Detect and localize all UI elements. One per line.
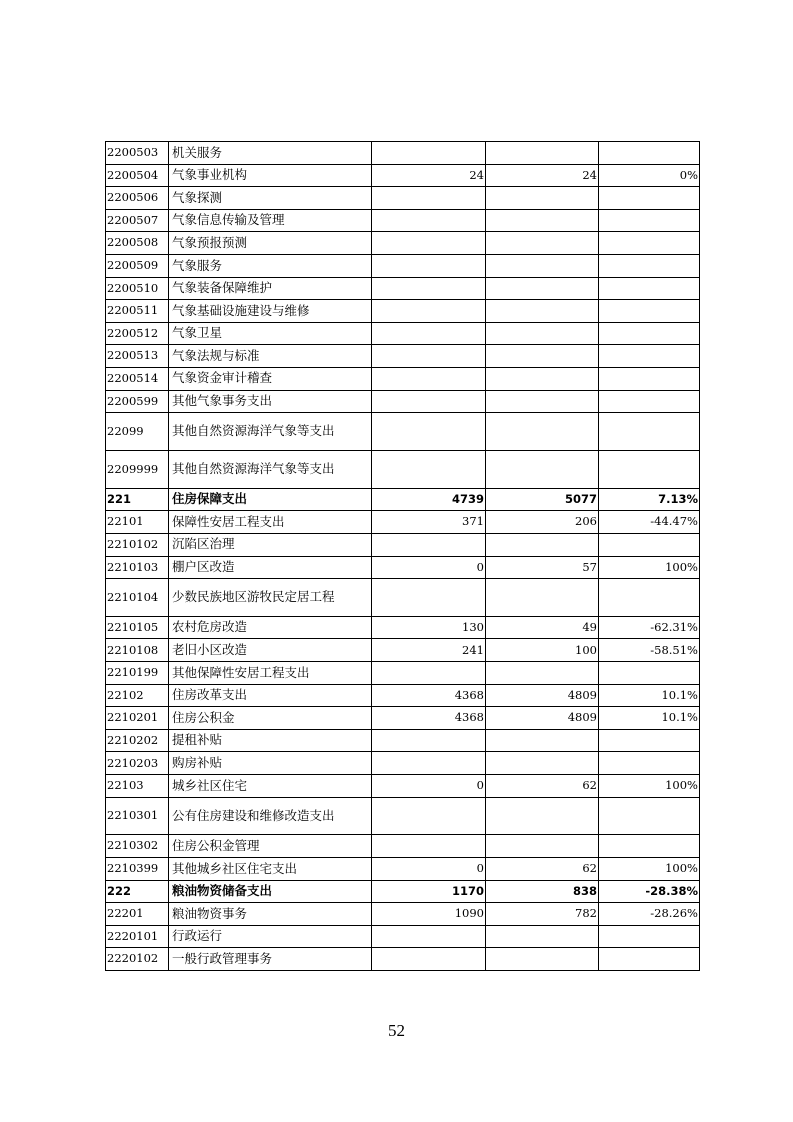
item-name-cell: 保障性安居工程支出: [169, 511, 372, 534]
value-1-cell: [372, 662, 486, 685]
value-1-cell: [372, 752, 486, 775]
change-percent-cell: [599, 367, 700, 390]
code-cell: 2210105: [106, 616, 169, 639]
item-name-cell: 购房补贴: [169, 752, 372, 775]
value-2-cell: [486, 752, 599, 775]
value-1-cell: [372, 209, 486, 232]
value-2-cell: [486, 187, 599, 210]
code-cell: 2210202: [106, 729, 169, 752]
item-name-cell: 住房改革支出: [169, 684, 372, 707]
code-cell: 2200506: [106, 187, 169, 210]
code-cell: 221: [106, 488, 169, 511]
change-percent-cell: [599, 835, 700, 858]
code-cell: 2209999: [106, 450, 169, 488]
table-row: [106, 925, 700, 948]
table-row: [106, 277, 700, 300]
change-percent-cell: 0%: [599, 164, 700, 187]
item-name-cell: 气象服务: [169, 254, 372, 277]
change-percent-cell: [599, 390, 700, 413]
item-name-cell: 城乡社区住宅: [169, 775, 372, 798]
value-2-cell: 206: [486, 511, 599, 534]
change-percent-cell: 100%: [599, 858, 700, 881]
item-name-cell: 一般行政管理事务: [169, 948, 372, 971]
value-2-cell: 24: [486, 164, 599, 187]
table-row: [106, 142, 700, 165]
table-row: [106, 488, 700, 511]
value-2-cell: 57: [486, 556, 599, 579]
value-2-cell: 49: [486, 616, 599, 639]
value-1-cell: [372, 277, 486, 300]
code-cell: 2200509: [106, 254, 169, 277]
value-1-cell: 4739: [372, 488, 486, 511]
value-1-cell: [372, 390, 486, 413]
change-percent-cell: [599, 752, 700, 775]
table-row: [106, 684, 700, 707]
change-percent-cell: [599, 948, 700, 971]
table-row: [106, 858, 700, 881]
table-row: [106, 729, 700, 752]
value-2-cell: [486, 300, 599, 323]
value-1-cell: 0: [372, 775, 486, 798]
table-row: [106, 413, 700, 451]
item-name-cell: 气象信息传输及管理: [169, 209, 372, 232]
table-row: [106, 322, 700, 345]
change-percent-cell: -58.51%: [599, 639, 700, 662]
code-cell: 22101: [106, 511, 169, 534]
table-row: [106, 367, 700, 390]
value-2-cell: [486, 662, 599, 685]
code-cell: 2210199: [106, 662, 169, 685]
item-name-cell: 老旧小区改造: [169, 639, 372, 662]
code-cell: 2200507: [106, 209, 169, 232]
change-percent-cell: [599, 254, 700, 277]
value-1-cell: [372, 925, 486, 948]
item-name-cell: 住房公积金管理: [169, 835, 372, 858]
value-2-cell: 62: [486, 775, 599, 798]
change-percent-cell: [599, 142, 700, 165]
change-percent-cell: [599, 187, 700, 210]
table-row: [106, 556, 700, 579]
item-name-cell: 气象探测: [169, 187, 372, 210]
code-cell: 2200508: [106, 232, 169, 255]
change-percent-cell: [599, 579, 700, 617]
value-2-cell: [486, 367, 599, 390]
value-2-cell: [486, 142, 599, 165]
code-cell: 2210103: [106, 556, 169, 579]
table-row: [106, 511, 700, 534]
item-name-cell: 其他气象事务支出: [169, 390, 372, 413]
page-number: 52: [388, 1021, 405, 1040]
code-cell: 2210201: [106, 707, 169, 730]
table-row: [106, 797, 700, 835]
value-2-cell: [486, 579, 599, 617]
change-percent-cell: [599, 729, 700, 752]
value-1-cell: 0: [372, 858, 486, 881]
item-name-cell: 气象资金审计稽查: [169, 367, 372, 390]
value-2-cell: [486, 413, 599, 451]
code-cell: 2210301: [106, 797, 169, 835]
value-1-cell: [372, 450, 486, 488]
item-name-cell: 住房公积金: [169, 707, 372, 730]
table-row: [106, 903, 700, 926]
change-percent-cell: [599, 300, 700, 323]
item-name-cell: 其他保障性安居工程支出: [169, 662, 372, 685]
table-row: [106, 835, 700, 858]
change-percent-cell: [599, 322, 700, 345]
code-cell: 2200514: [106, 367, 169, 390]
table-row: [106, 775, 700, 798]
value-2-cell: [486, 254, 599, 277]
value-2-cell: 5077: [486, 488, 599, 511]
table-row: [106, 662, 700, 685]
value-2-cell: [486, 729, 599, 752]
table-row: [106, 579, 700, 617]
code-cell: 2200510: [106, 277, 169, 300]
value-2-cell: 100: [486, 639, 599, 662]
change-percent-cell: -62.31%: [599, 616, 700, 639]
value-2-cell: 4809: [486, 707, 599, 730]
value-2-cell: 838: [486, 880, 599, 903]
value-2-cell: [486, 533, 599, 556]
value-2-cell: [486, 948, 599, 971]
change-percent-cell: [599, 450, 700, 488]
change-percent-cell: 10.1%: [599, 684, 700, 707]
value-1-cell: [372, 729, 486, 752]
value-1-cell: [372, 533, 486, 556]
code-cell: 2200511: [106, 300, 169, 323]
code-cell: 22102: [106, 684, 169, 707]
change-percent-cell: [599, 209, 700, 232]
value-2-cell: [486, 345, 599, 368]
code-cell: 2200504: [106, 164, 169, 187]
item-name-cell: 住房保障支出: [169, 488, 372, 511]
value-2-cell: [486, 277, 599, 300]
code-cell: 22201: [106, 903, 169, 926]
item-name-cell: 公有住房建设和维修改造支出: [169, 797, 372, 835]
change-percent-cell: [599, 662, 700, 685]
code-cell: 2210108: [106, 639, 169, 662]
item-name-cell: 气象法规与标准: [169, 345, 372, 368]
table-row: [106, 752, 700, 775]
item-name-cell: 农村危房改造: [169, 616, 372, 639]
code-cell: 2200512: [106, 322, 169, 345]
value-1-cell: 4368: [372, 684, 486, 707]
change-percent-cell: -28.38%: [599, 880, 700, 903]
table-row: [106, 254, 700, 277]
item-name-cell: 粮油物资事务: [169, 903, 372, 926]
change-percent-cell: [599, 277, 700, 300]
value-2-cell: 62: [486, 858, 599, 881]
value-2-cell: [486, 322, 599, 345]
code-cell: 2210102: [106, 533, 169, 556]
item-name-cell: 气象预报预测: [169, 232, 372, 255]
item-name-cell: 行政运行: [169, 925, 372, 948]
value-1-cell: 241: [372, 639, 486, 662]
value-1-cell: [372, 579, 486, 617]
item-name-cell: 气象事业机构: [169, 164, 372, 187]
code-cell: 222: [106, 880, 169, 903]
item-name-cell: 其他自然资源海洋气象等支出: [169, 450, 372, 488]
code-cell: 2220101: [106, 925, 169, 948]
change-percent-cell: [599, 797, 700, 835]
value-2-cell: [486, 835, 599, 858]
table-row: [106, 533, 700, 556]
value-1-cell: [372, 345, 486, 368]
code-cell: 22103: [106, 775, 169, 798]
value-1-cell: 130: [372, 616, 486, 639]
change-percent-cell: [599, 232, 700, 255]
item-name-cell: 棚户区改造: [169, 556, 372, 579]
table-row: [106, 616, 700, 639]
value-1-cell: 371: [372, 511, 486, 534]
value-2-cell: [486, 925, 599, 948]
change-percent-cell: 100%: [599, 775, 700, 798]
value-1-cell: [372, 254, 486, 277]
table-row: [106, 209, 700, 232]
code-cell: 2220102: [106, 948, 169, 971]
change-percent-cell: [599, 925, 700, 948]
item-name-cell: 气象卫星: [169, 322, 372, 345]
value-2-cell: [486, 450, 599, 488]
change-percent-cell: -44.47%: [599, 511, 700, 534]
change-percent-cell: 7.13%: [599, 488, 700, 511]
value-1-cell: [372, 232, 486, 255]
table-row: [106, 345, 700, 368]
table-row: [106, 948, 700, 971]
value-1-cell: 24: [372, 164, 486, 187]
item-name-cell: 气象基础设施建设与维修: [169, 300, 372, 323]
change-percent-cell: 100%: [599, 556, 700, 579]
value-2-cell: [486, 797, 599, 835]
value-1-cell: [372, 413, 486, 451]
change-percent-cell: [599, 345, 700, 368]
value-1-cell: [372, 835, 486, 858]
code-cell: 2210104: [106, 579, 169, 617]
value-1-cell: [372, 142, 486, 165]
table-row: [106, 880, 700, 903]
code-cell: 2200513: [106, 345, 169, 368]
item-name-cell: 其他自然资源海洋气象等支出: [169, 413, 372, 451]
value-2-cell: 782: [486, 903, 599, 926]
table-row: [106, 187, 700, 210]
code-cell: 2210302: [106, 835, 169, 858]
value-2-cell: [486, 390, 599, 413]
code-cell: 2210399: [106, 858, 169, 881]
value-1-cell: [372, 797, 486, 835]
table-row: [106, 164, 700, 187]
item-name-cell: 少数民族地区游牧民定居工程: [169, 579, 372, 617]
value-2-cell: [486, 232, 599, 255]
value-1-cell: [372, 187, 486, 210]
table-row: [106, 300, 700, 323]
table-row: [106, 232, 700, 255]
value-1-cell: 4368: [372, 707, 486, 730]
value-1-cell: [372, 367, 486, 390]
table-row: [106, 639, 700, 662]
value-2-cell: 4809: [486, 684, 599, 707]
table-row: [106, 707, 700, 730]
value-1-cell: [372, 322, 486, 345]
value-1-cell: 0: [372, 556, 486, 579]
value-1-cell: [372, 300, 486, 323]
code-cell: 2210203: [106, 752, 169, 775]
change-percent-cell: [599, 533, 700, 556]
code-cell: 2200503: [106, 142, 169, 165]
code-cell: 22099: [106, 413, 169, 451]
value-1-cell: 1170: [372, 880, 486, 903]
change-percent-cell: -28.26%: [599, 903, 700, 926]
item-name-cell: 机关服务: [169, 142, 372, 165]
budget-table: [105, 141, 700, 971]
value-2-cell: [486, 209, 599, 232]
table-row: [106, 450, 700, 488]
item-name-cell: 其他城乡社区住宅支出: [169, 858, 372, 881]
item-name-cell: 气象装备保障维护: [169, 277, 372, 300]
item-name-cell: 粮油物资储备支出: [169, 880, 372, 903]
budget-table-body: [106, 142, 700, 971]
value-1-cell: [372, 948, 486, 971]
change-percent-cell: [599, 413, 700, 451]
code-cell: 2200599: [106, 390, 169, 413]
item-name-cell: 沉陷区治理: [169, 533, 372, 556]
item-name-cell: 提租补贴: [169, 729, 372, 752]
change-percent-cell: 10.1%: [599, 707, 700, 730]
value-1-cell: 1090: [372, 903, 486, 926]
table-row: [106, 390, 700, 413]
